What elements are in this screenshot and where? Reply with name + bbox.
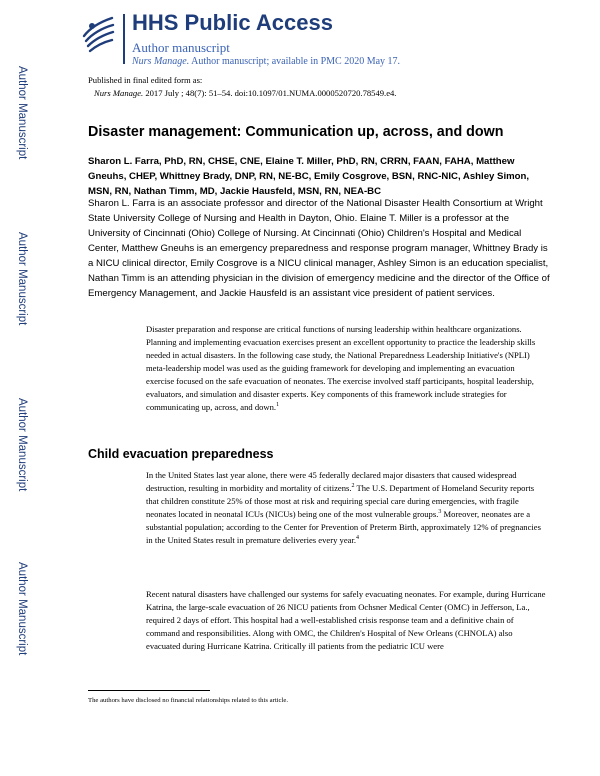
journal-name: Nurs Manage. — [132, 56, 190, 67]
author-manuscript-subtitle: Author manuscript — [132, 40, 230, 55]
author-list: Sharon L. Farra, PhD, RN, CHSE, CNE, Elaine T. Miller, PhD, RN, CRRN, FAAN, FAHA, Matthew Gneuhs, CHEP, Whittney Brady, DNP, RN, NE-BC, Emily Cosgrove, BSN, RNC-NIC, Ashley Simon, MSN, RN, Nathan Timm, MD, Jackie Hausfeld, MSN, RN, NEA-BC — [88, 156, 530, 197]
footnote-divider — [88, 690, 210, 691]
body-paragraph: Recent natural disasters have challenged our systems for safely evacuating neonates. For example, during Hurricane Katrina, the large-scale evacuation of 26 NICU patients from Ochsner Medical Center (OMC) in Jefferson, La., required 2 days of effort. This hospital had a well-established crisis response team and a definitive chain of command and responsibilities. Along with OMC, the Children's Hospital of New Orleans (CHNOLA) also evacuated during Hurricane Katrina. Critically ill patients from the pediatric ICU were — [146, 589, 546, 651]
reference-link[interactable]: 2 — [351, 483, 355, 490]
citation-journal: Nurs Manage. — [94, 88, 144, 98]
side-label-author-manuscript: Author Manuscript — [16, 66, 28, 160]
paragraph-text: Moreover, neonates are a substantial population; according to the Center for Prevention of Preterm Birth, approximately 12% of pregnancies in the United States result in premature deliveries every year. — [146, 509, 541, 545]
paragraph-text: The U.S. Department of Homeland Security reports that children constitute 25% of those most at risk and requiring special care during emergencies, with fragile neonates located in neonatal ICUs (NICUs) being one of the most vulnerable groups. — [146, 483, 535, 519]
reference-link[interactable]: 1 — [276, 402, 280, 409]
hhs-eagle-logo-icon — [80, 14, 116, 56]
reference-link[interactable]: 4 — [356, 535, 359, 542]
footnote: The authors have disclosed no financial relationships related to this article. — [88, 697, 289, 704]
hhs-public-access-title: HHS Public Access — [132, 10, 333, 35]
reference-link[interactable]: 3 — [438, 509, 442, 516]
published-line: Published in final edited form as: — [88, 75, 203, 85]
side-label-author-manuscript: Author Manuscript — [16, 398, 28, 492]
journal-availability-line — [132, 56, 400, 67]
author-affiliations: Sharon L. Farra is an associate professor and director of the National Disaster Health Consortium at Wright State University College of Nursing and Health in Dayton, Ohio. Elaine T. Miller is a professor at the University of Cincinnati (Ohio) College of Nursing. At Cincinnati (Ohio) Children's Hospital and Medical Center, Matthew Gneuhs is an emergency preparedness and response program manager, Whittney Brady is a NICU clinical director, Emily Cosgrove is a NICU clinical manager, Ashley Simon is an education specialist, Nathan Timm is an attending physician in the division of emergency medicine and the director of the Office of Emergency Management, and Jackie Hausfeld is an assistant vice president of patient services. — [88, 198, 550, 299]
availability-text: Author manuscript; available in PMC 2020 May 17. — [189, 56, 401, 67]
section-heading: Child evacuation preparedness — [88, 447, 274, 461]
article-title: Disaster management: Communication up, across, and down — [88, 124, 504, 140]
header-divider — [123, 14, 125, 64]
citation-details: 2017 July ; 48(7): 51–54. doi:10.1097/01.NUMA.0000520720.78549.e4. — [143, 88, 397, 98]
citation — [88, 87, 396, 100]
abstract-text: Disaster preparation and response are critical functions of nursing leadership within healthcare organizations. Planning and implementing evacuation exercises present an excellent opportunity to practice the leadership skills needed in actual disasters. In the following case study, the National Preparedness Leadership Initiative's (NPLI) meta-leadership model was used as the guiding framework for developing and implementing an evacuation exercise focused on the safe evacuation of neonates. The exercise involved staff participants, hospital leadership, evaluators, and simulation and disaster experts. Key components of this framework include strategies for communicating up, across, and down. — [146, 324, 536, 412]
paragraph-text: In the United States last year alone, there were 45 federally declared major disasters that caused widespread destruction, resulting in morbidity and mortality of citizens. — [146, 470, 517, 493]
side-label-author-manuscript: Author Manuscript — [16, 232, 28, 326]
publication-info — [88, 74, 396, 100]
body-paragraph — [146, 469, 546, 547]
side-label-author-manuscript: Author Manuscript — [16, 562, 28, 656]
abstract — [146, 323, 542, 414]
